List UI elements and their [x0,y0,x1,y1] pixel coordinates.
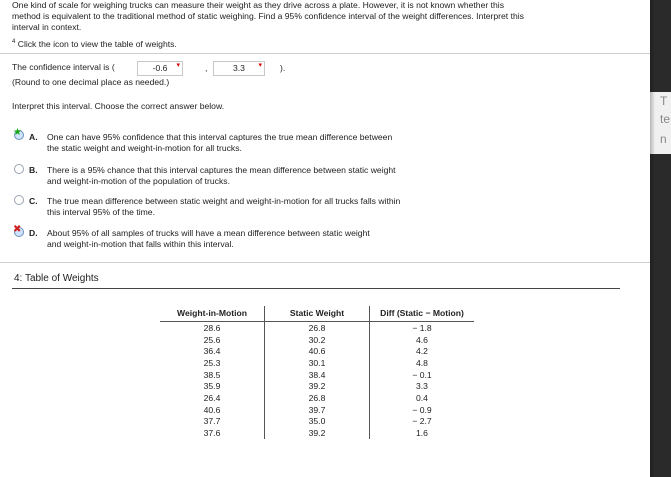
cell: 25.6 [160,334,265,346]
table-row [160,416,474,428]
cell: − 1.8 [412,322,432,333]
option-line: There is a 95% chance that this interval captures the mean difference between static weight [47,165,396,175]
option-b-text [47,165,396,187]
cell: 4.8 [416,357,428,368]
problem-line: interval in context. [12,22,82,32]
cell: 26.8 [265,322,370,334]
divider [0,53,650,54]
option-b-radio[interactable] [14,164,24,174]
option-c-letter: C. [29,196,38,206]
cell: 37.7 [160,416,265,428]
table-row [160,322,474,334]
option-line: and weight-in-motion of the population of trucks. [47,176,230,186]
option-d-text [47,228,370,250]
table-title: 4: Table of Weights [14,273,99,284]
option-line: About 95% of all samples of trucks will have a mean difference between static weight [47,228,370,238]
adjacent-window-edge [650,0,671,477]
cell: 28.6 [160,322,265,334]
option-c-text [47,196,400,218]
cell: − 0.1 [412,369,432,380]
interpret-prompt: Interpret this interval. Choose the correct answer below. [12,101,225,111]
option-line: the static weight and weight-in-motion for all trucks. [47,143,242,153]
window-shadow [650,0,655,477]
table-link-marker: 4 [12,39,16,45]
cell: 30.1 [265,357,370,369]
ci-upper-input[interactable] [213,61,265,76]
cell: 40.6 [265,345,370,357]
table-row [160,380,474,392]
option-line: this interval 95% of the time. [47,207,155,217]
cell: 4.6 [416,334,428,345]
problem-line: One kind of scale for weighing trucks can measure their weight as they drive across a plate. However, it is not known whether this [12,0,504,10]
cell: 4.2 [416,346,428,357]
cell: − 2.7 [412,416,432,427]
table-row [160,404,474,416]
problem-text [12,0,524,33]
option-c-radio[interactable] [14,195,24,205]
option-line: The true mean difference between static weight and weight-in-motion for all trucks falls within [47,196,401,206]
ci-lower-value: -0.6 [152,63,168,73]
ci-upper-value: 3.3 [233,63,245,73]
cell: 39.7 [265,404,370,416]
table-header-row [160,306,474,322]
correct-star-icon: ★ [13,127,22,138]
ci-lower-input[interactable] [137,61,183,76]
table-link[interactable] [12,37,177,50]
option-b-letter: B. [29,165,38,175]
header-weight-in-motion: Weight-in-Motion [160,306,265,322]
option-a-letter: A. [29,132,38,142]
option-d-letter: D. [29,228,38,238]
table-row [160,357,474,369]
peek-letter: T [660,94,668,108]
rounding-note: (Round to one decimal place as needed.) [12,77,170,87]
table-row [160,369,474,381]
cell: 38.4 [265,369,370,381]
incorrect-x-icon: ✖ [13,224,22,235]
cell: 3.3 [416,381,428,392]
option-line: One can have 95% confidence that this interval captures the true mean difference between [47,132,393,142]
ci-suffix: ). [280,63,286,73]
cell: 39.2 [265,427,370,439]
answer-mark-icon: ▾ [258,62,262,69]
table-row [160,345,474,357]
cell: 0.4 [416,392,428,403]
ci-separator: , [205,63,208,73]
cell: 37.6 [160,427,265,439]
table-row [160,392,474,404]
cell: 36.4 [160,345,265,357]
header-static-weight: Static Weight [265,306,370,322]
cell: 35.9 [160,380,265,392]
cell: 25.3 [160,357,265,369]
table-link-text[interactable]: Click the icon to view the table of weights. [17,38,177,49]
peek-letter: n [660,132,667,146]
cell: 39.2 [265,380,370,392]
weights-table [160,306,474,439]
table-row [160,334,474,346]
table-row [160,427,474,439]
cell: 38.5 [160,369,265,381]
cell: 26.8 [265,392,370,404]
option-a-text [47,132,392,154]
cell: 30.2 [265,334,370,346]
header-diff: Diff (Static − Motion) [370,306,475,322]
cell: 40.6 [160,404,265,416]
cell: 26.4 [160,392,265,404]
divider [0,262,650,263]
problem-line: method is equivalent to the traditional method of static weighing. Find a 95% confidence interval of the weight differences. Interpret this [12,11,524,21]
answer-mark-icon: ▾ [176,62,180,69]
table-rule [12,288,620,289]
option-line: and weight-in-motion that falls within this interval. [47,239,234,249]
ci-prefix: The confidence interval is ( [12,62,115,72]
peek-letter: te [660,112,671,126]
cell: 1.6 [416,428,428,439]
cell: 35.0 [265,416,370,428]
cell: − 0.9 [412,404,432,415]
